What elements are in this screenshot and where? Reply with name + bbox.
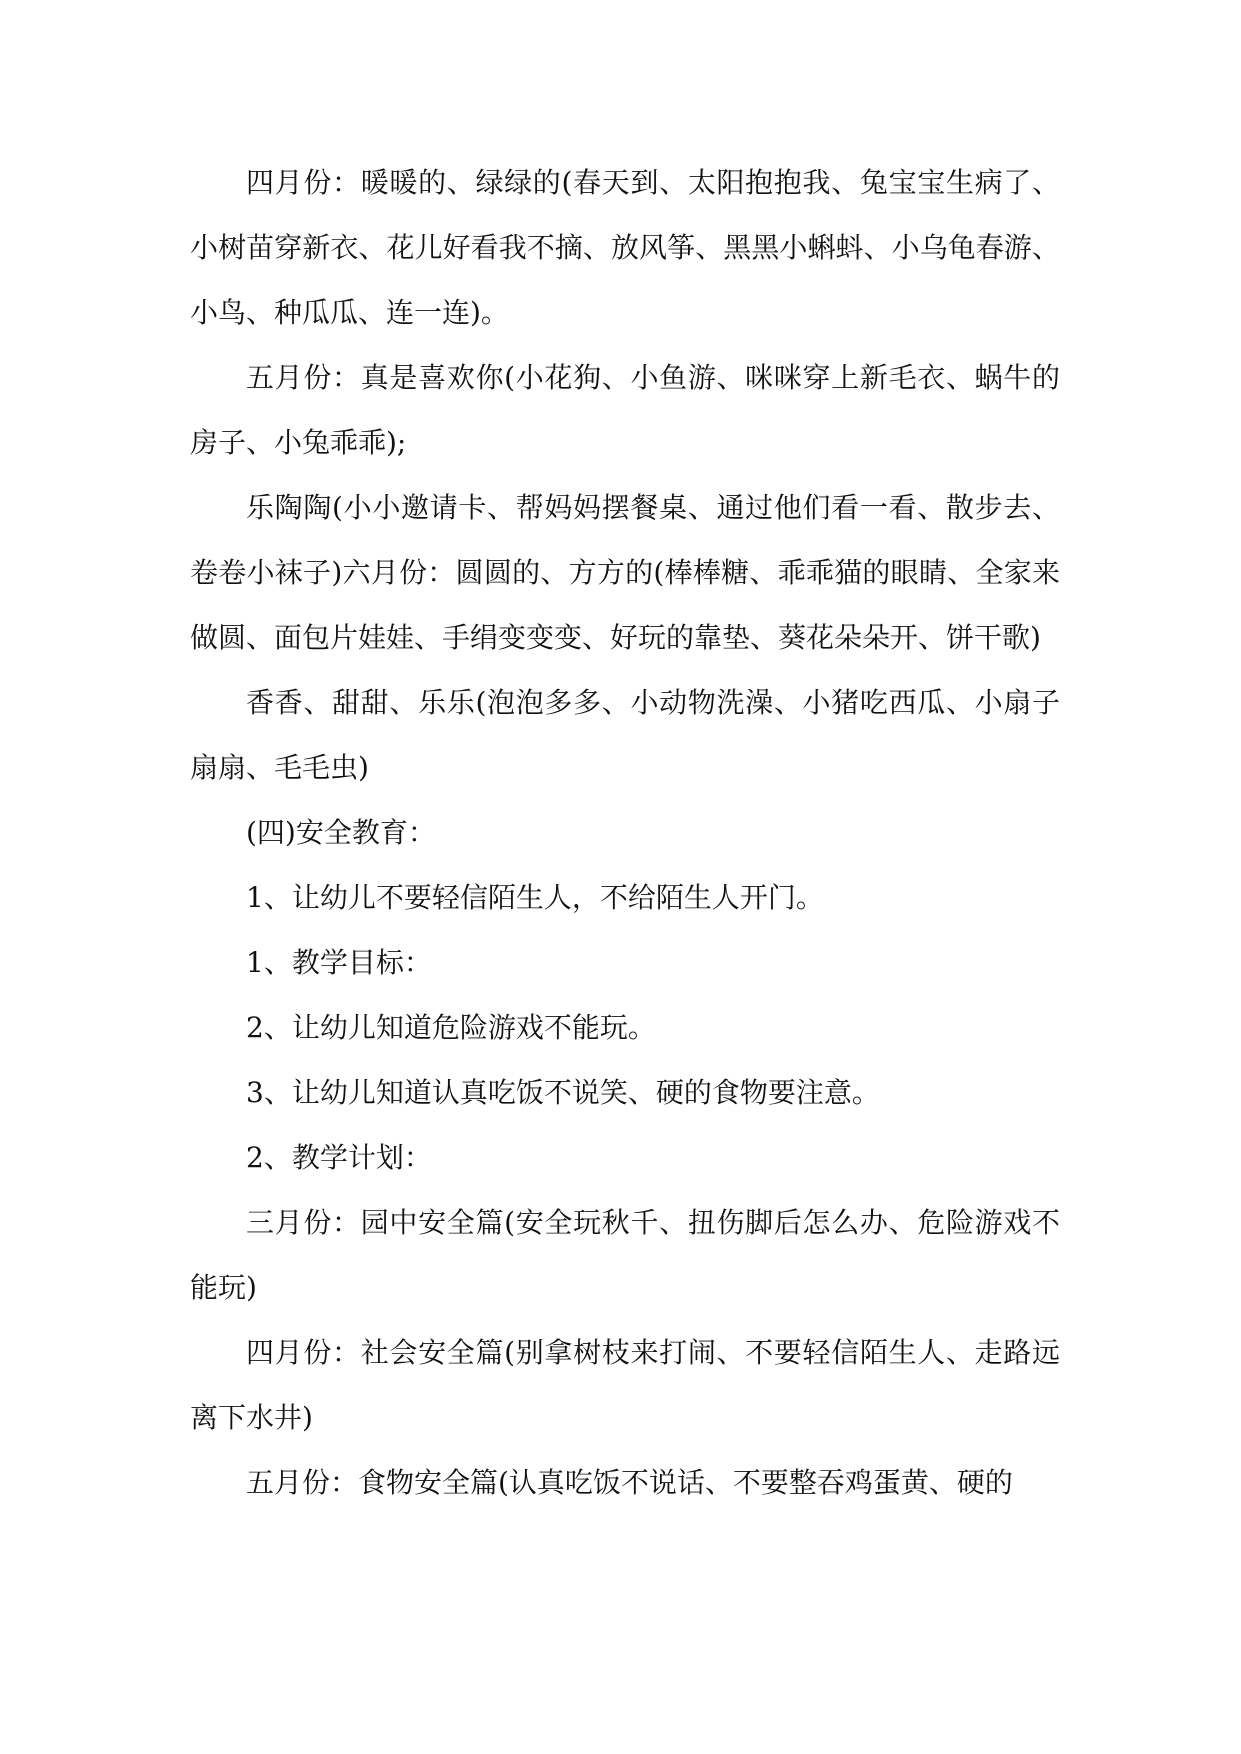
subheading-teaching-plan: 2、教学计划：: [246, 1141, 432, 1174]
paragraph-may-theme: 五月份：真是喜欢你(小花狗、小鱼游、咪咪穿上新毛衣、蜗牛的房子、小兔乖乖);: [190, 361, 1060, 459]
section-heading-safety: (四)安全教育：: [246, 816, 436, 849]
paragraph-eating-safety: 3、让幼儿知道认真吃饭不说笑、硬的食物要注意。: [246, 1076, 880, 1109]
paragraph-stranger-safety: 1、让幼儿不要轻信陌生人，不给陌生人开门。: [246, 881, 824, 914]
paragraph-xiangxiang-theme: 香香、甜甜、乐乐(泡泡多多、小动物洗澡、小猪吃西瓜、小扇子扇扇、毛毛虫): [190, 686, 1060, 784]
document-body: [190, 150, 1060, 1515]
paragraph-april-theme: 四月份：暖暖的、绿绿的(春天到、太阳抱抱我、兔宝宝生病了、小树苗穿新衣、花儿好看我不摘、放风筝、黑黑小蝌蚪、小乌龟春游、小鸟、种瓜瓜、连一连)。: [190, 166, 1060, 329]
subheading-teaching-goals: 1、教学目标：: [246, 946, 432, 979]
paragraph-may-plan: 五月份：食物安全篇(认真吃饭不说话、不要整吞鸡蛋黄、硬的: [246, 1466, 1013, 1499]
paragraph-march-plan: 三月份：园中安全篇(安全玩秋千、扭伤脚后怎么办、危险游戏不能玩): [190, 1206, 1060, 1304]
paragraph-june-theme: 乐陶陶(小小邀请卡、帮妈妈摆餐桌、通过他们看一看、散步去、卷卷小袜子)六月份：圆圆的、方方的(棒棒糖、乖乖猫的眼睛、全家来做圆、面包片娃娃、手绢变变变、好玩的靠垫、葵花朵朵开、饼干歌): [190, 491, 1060, 654]
paragraph-april-plan: 四月份：社会安全篇(别拿树枝来打闹、不要轻信陌生人、走路远离下水井): [190, 1336, 1060, 1434]
paragraph-dangerous-games: 2、让幼儿知道危险游戏不能玩。: [246, 1011, 656, 1044]
